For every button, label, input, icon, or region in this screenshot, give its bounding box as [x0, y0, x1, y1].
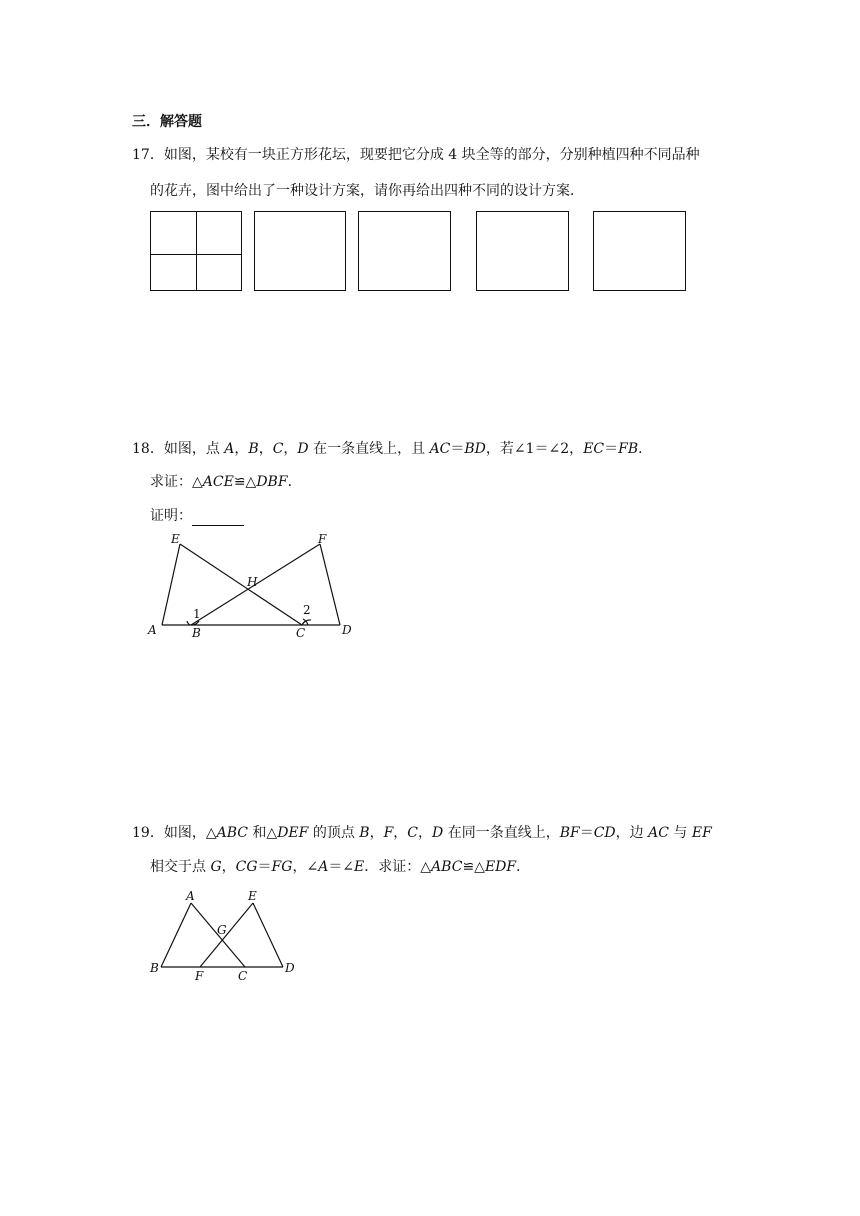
q18-text: ．: [638, 441, 653, 457]
q19-text: ，: [418, 825, 433, 841]
q19-text: ，: [393, 825, 408, 841]
q19-var: B: [359, 825, 370, 841]
q19-var: BF: [559, 825, 580, 841]
q18-label-H: H: [247, 575, 258, 589]
q18-seg-FD: [320, 544, 340, 625]
q18-prove-statement: [150, 472, 302, 492]
q19-var: FG: [271, 859, 293, 875]
q19-text: ，∠: [292, 859, 319, 875]
q18-label-B: B: [192, 626, 201, 640]
q18-label-E: E: [171, 532, 180, 546]
q19-label-A: A: [186, 889, 195, 903]
q18-var: B: [248, 441, 259, 457]
q19-label-G: G: [217, 923, 227, 937]
q18-text: ＝: [450, 441, 465, 457]
q17-blank-square-3[interactable]: [476, 211, 569, 291]
q19-label-C: C: [238, 969, 248, 983]
q18-label-A: A: [148, 623, 157, 637]
q19-text: 如图，△: [163, 825, 217, 841]
q17-line1: [132, 145, 700, 165]
q19-label-E: E: [248, 889, 257, 903]
q17-text-1: 如图，某校有一块正方形花坛，现要把它分成 4 块全等的部分，分别种植四种不同品种: [163, 147, 700, 163]
q17-vertical-divider: [196, 212, 197, 290]
q18-label-D: D: [342, 623, 352, 637]
q18-var: BD: [464, 441, 486, 457]
q18-label-F: F: [318, 532, 327, 546]
q19-var: G: [210, 859, 222, 875]
q18-var: AC: [429, 441, 451, 457]
q17-blank-square-2[interactable]: [358, 211, 451, 291]
q18-label-C: C: [296, 626, 306, 640]
q19-var: DEF: [277, 825, 309, 841]
q19-seg-BA: [161, 903, 191, 967]
q18-number: 18．: [132, 441, 164, 457]
q17-blank-square-4[interactable]: [593, 211, 686, 291]
q19-label-D: D: [285, 961, 295, 975]
q18-figure: [140, 528, 370, 646]
q18-label-angle1: 1: [193, 607, 201, 621]
q18-text: 在一条直线上，且: [308, 441, 430, 457]
q18-var: FB: [618, 441, 639, 457]
q18-text: ．: [287, 474, 302, 490]
q17-line2: 的花卉，图中给出了一种设计方案，请你再给出四种不同的设计方案．: [150, 183, 584, 199]
q19-text: 与: [668, 825, 692, 841]
q19-figure: [140, 884, 310, 986]
q19-text: ≌△: [462, 859, 485, 875]
q18-text: 如图，点: [163, 441, 225, 457]
q19-var: F: [383, 825, 394, 841]
q18-proof-blank[interactable]: [192, 511, 244, 526]
q19-var: ABC: [216, 825, 248, 841]
q18-text: ≌△: [233, 474, 257, 490]
q19-var: C: [407, 825, 419, 841]
q18-var: D: [297, 441, 309, 457]
q19-var: A: [318, 859, 329, 875]
q17-sample-square: [150, 211, 242, 291]
q18-seg-AE: [162, 544, 180, 625]
q18-proof-line: [150, 506, 244, 526]
q17-horizontal-divider: [151, 254, 241, 255]
q19-text: 在同一条直线上，: [443, 825, 560, 841]
q19-text: ．: [516, 859, 531, 875]
q19-text: 相交于点: [150, 859, 211, 875]
q18-var: C: [272, 441, 284, 457]
q19-var: EF: [691, 825, 712, 841]
q19-var: AC: [648, 825, 669, 841]
q18-text: ＝: [604, 441, 619, 457]
q19-label-F: F: [195, 969, 204, 983]
q18-text: ，: [283, 441, 298, 457]
q19-line1: [132, 823, 712, 843]
q19-number: 19．: [132, 825, 164, 841]
q19-text: 和△: [247, 825, 278, 841]
q19-text: ．求证：△: [364, 859, 432, 875]
q19-var: D: [432, 825, 444, 841]
q18-text: ，: [258, 441, 273, 457]
q19-text: ，: [369, 825, 384, 841]
q19-seg-ED: [253, 903, 283, 967]
q19-text: ＝: [579, 825, 594, 841]
q19-text: 的顶点: [308, 825, 360, 841]
q18-text: ，若∠1＝∠2，: [485, 441, 584, 457]
q19-text: ＝: [257, 859, 272, 875]
q18-var: EC: [583, 441, 605, 457]
q19-var: E: [354, 859, 365, 875]
q18-text: 求证：△: [150, 474, 203, 490]
q18-var: A: [224, 441, 235, 457]
q18-label-angle2: 2: [303, 603, 311, 617]
q19-label-B: B: [150, 961, 159, 975]
q19-text: ，边: [615, 825, 649, 841]
q17-blank-square-1[interactable]: [254, 211, 346, 291]
q19-text: ＝∠: [328, 859, 355, 875]
q18-proof-label: 证明：: [150, 508, 192, 524]
q19-var: EDF: [484, 859, 517, 875]
q17-number: 17．: [132, 147, 164, 163]
q19-line2: [150, 857, 530, 877]
q18-line1: [132, 439, 652, 459]
q19-var: CD: [593, 825, 616, 841]
q19-var: CG: [235, 859, 258, 875]
q18-var: ACE: [202, 474, 234, 490]
q18-text: ，: [234, 441, 249, 457]
q18-var: DBF: [256, 474, 288, 490]
section-title: 三．解答题: [132, 114, 202, 130]
q19-var: ABC: [431, 859, 463, 875]
q19-text: ，: [221, 859, 236, 875]
